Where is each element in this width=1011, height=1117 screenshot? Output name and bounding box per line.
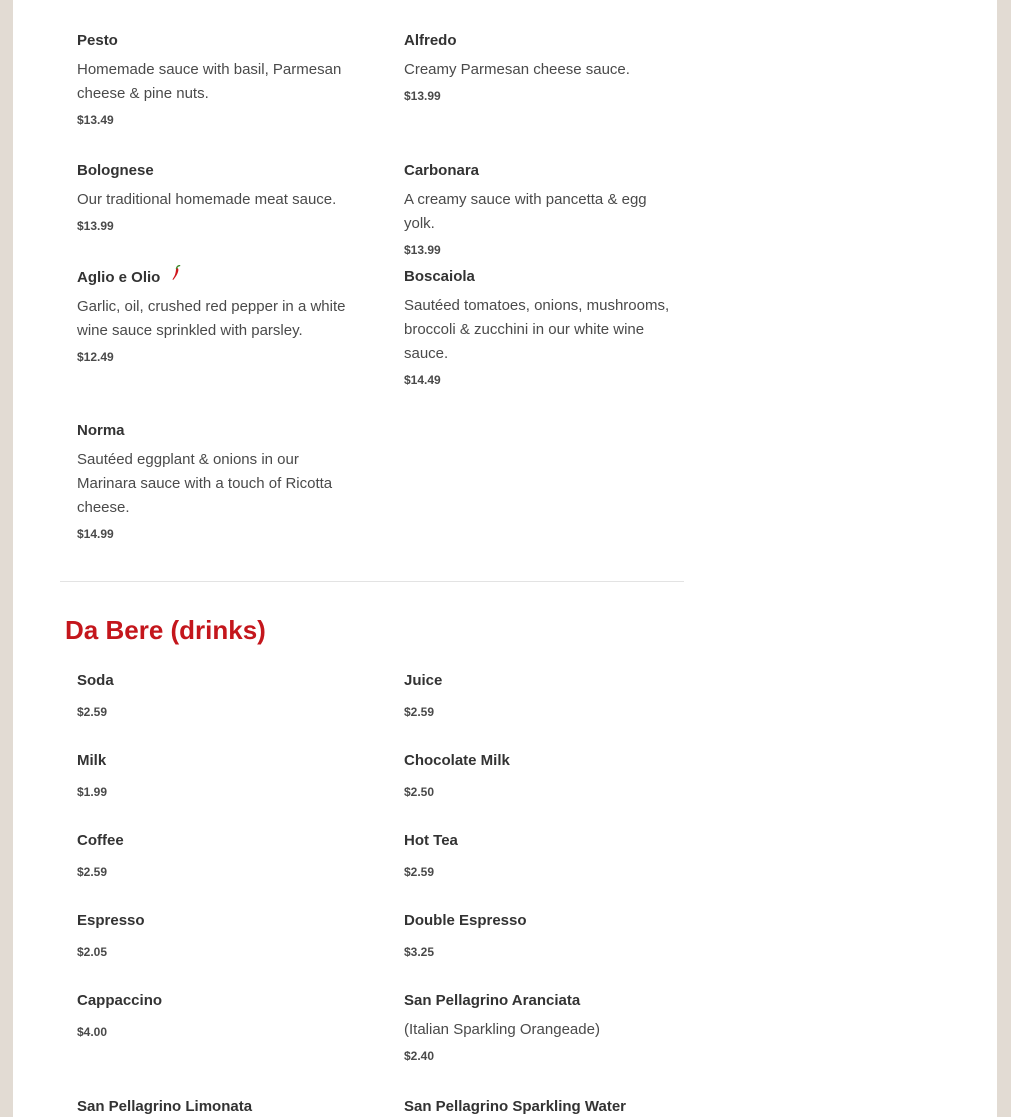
- item-description: (Italian Sparkling Orangeade): [404, 1021, 600, 1038]
- chili-pepper-icon: [171, 265, 181, 286]
- item-name: Aglio e Olio: [77, 269, 161, 286]
- menu-item: [77, 672, 352, 720]
- menu-item: [77, 752, 352, 800]
- menu-item: [404, 268, 679, 388]
- item-price: $3.25: [404, 945, 435, 959]
- item-name: San Pellagrino Limonata: [77, 1098, 253, 1115]
- item-description: Homemade sauce with basil, Parmesan cheese & pine nuts.: [77, 61, 342, 102]
- item-price: $4.00: [77, 1025, 108, 1039]
- item-name: Hot Tea: [404, 832, 458, 849]
- item-name: Chocolate Milk: [404, 752, 510, 769]
- menu-item: [404, 162, 679, 258]
- item-name: Alfredo: [404, 32, 457, 49]
- item-price: $13.49: [77, 113, 114, 127]
- menu-item: [404, 912, 679, 960]
- item-price: $2.05: [77, 945, 108, 959]
- item-description: Sautéed eggplant & onions in our Marinara sauce with a touch of Ricotta cheese.: [77, 451, 333, 516]
- item-price: $2.50: [404, 785, 435, 799]
- item-description: Sautéed tomatoes, onions, mushrooms, broccoli & zucchini in our white wine sauce.: [404, 297, 670, 362]
- menu-item: [77, 422, 352, 542]
- item-name: Norma: [77, 422, 125, 439]
- item-price: $13.99: [404, 89, 441, 103]
- item-price: $14.99: [77, 527, 114, 541]
- item-price: $14.49: [404, 373, 441, 387]
- menu-item: [77, 162, 352, 234]
- menu-item: [404, 32, 679, 104]
- item-price: $13.99: [404, 243, 441, 257]
- menu-item: [77, 1098, 352, 1116]
- menu-item: [404, 1098, 679, 1116]
- item-name: Milk: [77, 752, 107, 769]
- menu-item: [404, 832, 679, 880]
- item-description: Our traditional homemade meat sauce.: [77, 191, 337, 208]
- menu-item: [404, 672, 679, 720]
- item-name: Pesto: [77, 32, 118, 49]
- item-name: Coffee: [77, 832, 124, 849]
- item-price: $2.40: [404, 1049, 435, 1063]
- item-price: $1.99: [77, 785, 108, 799]
- menu-item: [77, 912, 352, 960]
- item-name: Juice: [404, 672, 443, 689]
- item-name: Espresso: [77, 912, 145, 929]
- menu-item: [404, 752, 679, 800]
- item-name: Soda: [77, 672, 114, 689]
- menu-item: [77, 32, 352, 128]
- item-price: $2.59: [77, 865, 108, 879]
- menu-item: [77, 832, 352, 880]
- item-name: Cappaccino: [77, 992, 163, 1009]
- section-divider: [60, 581, 684, 582]
- item-name: Carbonara: [404, 162, 480, 179]
- item-name: Boscaiola: [404, 268, 475, 285]
- item-price: $2.59: [77, 705, 108, 719]
- item-price: $2.59: [404, 705, 435, 719]
- item-name-row: [77, 269, 352, 287]
- item-price: $13.99: [77, 219, 114, 233]
- item-name: San Pellagrino Aranciata: [404, 992, 581, 1009]
- item-name: San Pellagrino Sparkling Water: [404, 1098, 626, 1115]
- menu-page: [13, 0, 997, 1117]
- item-name: Bolognese: [77, 162, 154, 179]
- menu-item: [77, 992, 352, 1040]
- item-description: Creamy Parmesan cheese sauce.: [404, 61, 630, 78]
- menu-item: [404, 992, 679, 1064]
- menu-item: [77, 269, 352, 365]
- section-title-drinks: Da Bere (drinks): [65, 615, 266, 645]
- item-price: $12.49: [77, 350, 114, 364]
- item-description: Garlic, oil, crushed red pepper in a white wine sauce sprinkled with parsley.: [77, 298, 346, 339]
- item-description: A creamy sauce with pancetta & egg yolk.: [404, 191, 647, 232]
- item-price: $2.59: [404, 865, 435, 879]
- item-name: Double Espresso: [404, 912, 527, 929]
